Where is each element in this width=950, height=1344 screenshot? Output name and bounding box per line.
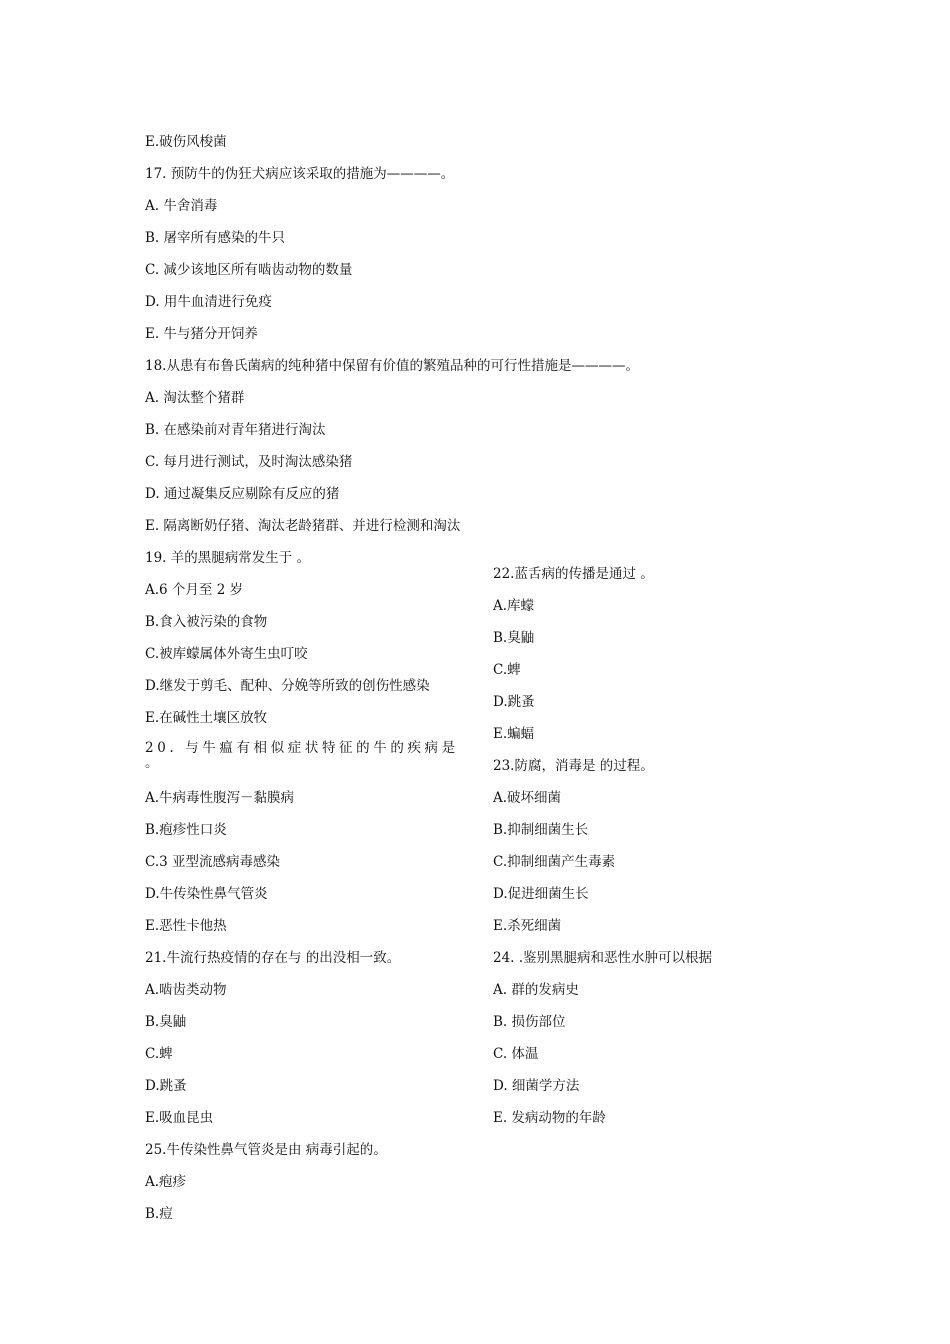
question-17: 17. 预防牛的伪狂犬病应该采取的措施为————。 [145, 166, 455, 182]
answer-option: B.痘 [145, 1206, 173, 1222]
answer-option: B. 在感染前对青年猪进行淘汰 [145, 422, 326, 438]
answer-option: E.蝙蝠 [493, 726, 535, 742]
answer-option: E.破伤风梭菌 [145, 134, 227, 150]
answer-option: A.库蠓 [493, 598, 535, 614]
answer-option: B.食入被污染的食物 [145, 614, 268, 630]
question-24: 24. .鉴别黑腿病和恶性水肿可以根据 [493, 950, 713, 966]
answer-option: B.臭鼬 [493, 630, 535, 646]
answer-option: C.3 亚型流感病毒感染 [145, 854, 281, 870]
answer-option: D.继发于剪毛、配种、分娩等所致的创伤性感染 [145, 678, 430, 694]
question-20: 20. 与牛瘟有相似症状特征的牛的疾病是 。 [145, 740, 459, 771]
question-25: 25.牛传染性鼻气管炎是由 病毒引起的。 [145, 1142, 387, 1158]
question-21: 21.牛流行热疫情的存在与 的出没相一致。 [145, 950, 401, 966]
answer-option: D.牛传染性鼻气管炎 [145, 886, 268, 902]
question-23: 23.防腐，消毒是 的过程。 [493, 758, 654, 774]
answer-option: E. 发病动物的年龄 [493, 1110, 606, 1126]
answer-option: C.蜱 [145, 1046, 173, 1062]
answer-option: C. 体温 [493, 1046, 539, 1062]
answer-option: A. 群的发病史 [493, 982, 579, 998]
answer-option: C.被库蠓属体外寄生虫叮咬 [145, 646, 308, 662]
answer-option: D.跳蚤 [493, 694, 535, 710]
answer-option: C.蜱 [493, 662, 521, 678]
answer-option: A.牛病毒性腹泻－黏膜病 [145, 790, 295, 806]
answer-option: C. 每月进行测试，及时淘汰感染猪 [145, 454, 353, 470]
answer-option: B. 屠宰所有感染的牛只 [145, 230, 286, 246]
answer-option: A.6 个月至 2 岁 [145, 582, 244, 598]
answer-option: A.破坏细菌 [493, 790, 562, 806]
answer-option: B. 损伤部位 [493, 1014, 566, 1030]
answer-option: D. 通过凝集反应剔除有反应的猪 [145, 486, 340, 502]
answer-option: A. 淘汰整个猪群 [145, 390, 245, 406]
answer-option: D. 细菌学方法 [493, 1078, 580, 1094]
question-22: 22.蓝舌病的传播是通过 。 [493, 566, 654, 582]
question-19: 19. 羊的黑腿病常发生于 。 [145, 550, 311, 566]
answer-option: D.促进细菌生长 [493, 886, 589, 902]
answer-option: C. 减少该地区所有啮齿动物的数量 [145, 262, 353, 278]
answer-option: E.杀死细菌 [493, 918, 562, 934]
answer-option: B.疱疹性口炎 [145, 822, 227, 838]
answer-option: E.在碱性土壤区放牧 [145, 710, 268, 726]
answer-option: A.啮齿类动物 [145, 982, 227, 998]
answer-option: A. 牛舍消毒 [145, 198, 218, 214]
answer-option: E. 牛与猪分开饲养 [145, 326, 258, 342]
answer-option: A.疱疹 [145, 1174, 187, 1190]
answer-option: C.抑制细菌产生毒素 [493, 854, 616, 870]
answer-option: D. 用牛血清进行免疫 [145, 294, 272, 310]
answer-option: E. 隔离断奶仔猪、淘汰老龄猪群、并进行检测和淘汰 [145, 518, 461, 534]
answer-option: E.吸血昆虫 [145, 1110, 214, 1126]
answer-option: B.抑制细菌生长 [493, 822, 589, 838]
answer-option: D.跳蚤 [145, 1078, 187, 1094]
question-18: 18.从患有布鲁氏菌病的纯种猪中保留有价值的繁殖品种的可行性措施是————。 [145, 358, 639, 374]
answer-option: E.恶性卡他热 [145, 918, 227, 934]
answer-option: B.臭鼬 [145, 1014, 187, 1030]
